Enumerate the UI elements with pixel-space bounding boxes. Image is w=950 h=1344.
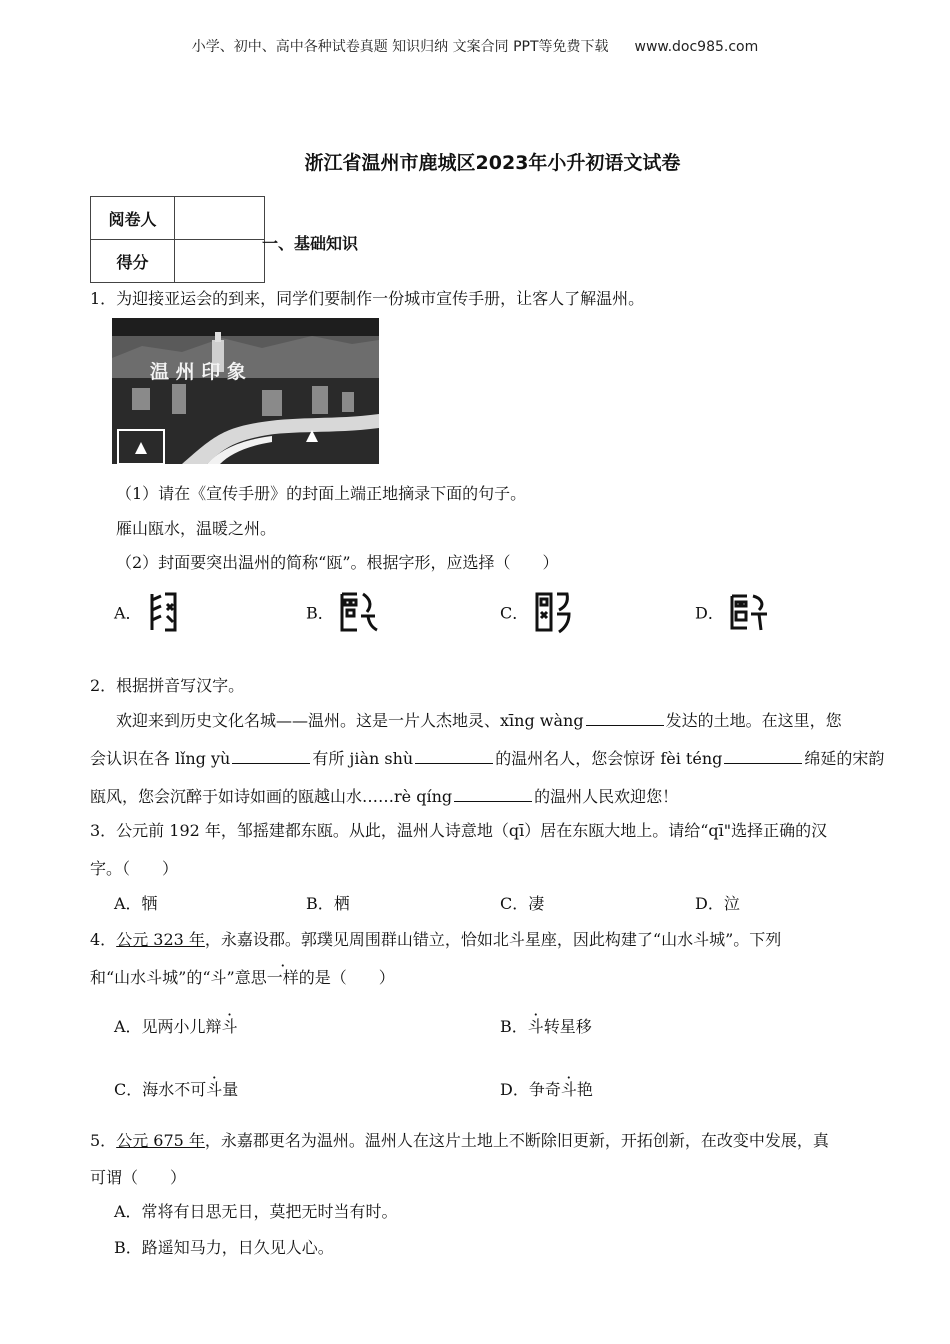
q1-option-c[interactable]: [500, 590, 573, 634]
exam-title: 浙江省温州市鹿城区2023年小升初语文试卷: [304, 152, 681, 174]
q1-sub2: （2）封面要突出温州的简称“瓯”。根据字形，应选择（ ）: [116, 553, 559, 572]
q1-stem: 1．为迎接亚运会的到来，同学们要制作一份城市宣传手册，让客人了解温州。: [90, 289, 645, 308]
q2-line1: [116, 708, 842, 731]
cover-text: 温 州 印 象: [150, 361, 246, 383]
q4-opt-c-text: C．海水不可: [114, 1080, 207, 1099]
q4-underlined-year: 公元 323 年: [116, 930, 205, 949]
q3-option-a[interactable]: A．牺: [114, 894, 158, 913]
q4-option-a[interactable]: [114, 1014, 238, 1037]
q5-line2: 可谓（ ）: [90, 1168, 187, 1187]
q5-option-b[interactable]: B．路遥知马力，日久见人心。: [114, 1238, 334, 1257]
q1-option-a[interactable]: [114, 590, 179, 634]
q4-opt-a-text: A．见两小儿辩: [114, 1017, 222, 1036]
option-b-label: B．: [306, 603, 334, 623]
q4-opt-d-dotted-char: 斗: [560, 1080, 577, 1099]
q2-text-3b: 的温州人民欢迎您！: [534, 787, 679, 806]
q5-line1: [90, 1128, 829, 1151]
q2-text-2d: 绵延的宋韵: [804, 749, 885, 768]
blank-ling-yu[interactable]: [232, 750, 310, 764]
q3-line1: 3．公元前 192 年，邹摇建都东瓯。从此，温州人诗意地（qī）居在东瓯大地上。请给“qī"选择正确的汉: [90, 821, 828, 840]
reviewer-field[interactable]: [175, 197, 265, 240]
q3-option-d[interactable]: D．泣: [695, 894, 740, 913]
q1-sub1: （1）请在《宣传手册》的封面上端正地摘录下面的句子。: [116, 484, 527, 503]
q4-option-d[interactable]: [500, 1077, 593, 1100]
option-c-label: C．: [500, 603, 529, 623]
score-field[interactable]: [175, 240, 265, 283]
q3-line2: 字。（ ）: [90, 859, 179, 878]
q4-option-b[interactable]: [500, 1014, 592, 1037]
q3-option-b[interactable]: B．栖: [306, 894, 350, 913]
score-table: [90, 196, 265, 283]
q4-opt-c-text-2: 量: [222, 1080, 239, 1099]
q4-text-2a: 和“山水斗城”的“斗”意思: [90, 968, 267, 987]
q2-line3: [90, 784, 678, 807]
section-heading: 一、基础知识: [262, 234, 359, 253]
q5-option-a[interactable]: A．常将有日思无日，莫把无时当有时。: [114, 1202, 398, 1221]
header-site-link[interactable]: www.doc985.com: [634, 39, 759, 55]
option-d-label: D．: [695, 603, 724, 623]
q4-opt-a-dotted-char: 斗: [221, 1017, 238, 1036]
q4-opt-b-dotted-char: 斗: [527, 1017, 544, 1036]
q5-underlined-year: 公元 675 年: [116, 1131, 205, 1150]
q1-sentence: 雁山瓯水，温暖之州。: [116, 519, 277, 538]
q1-option-b[interactable]: [306, 590, 379, 634]
wenzhou-impression-photo: [112, 318, 379, 464]
q2-text-1b: 发达的土地。在这里，您: [665, 711, 842, 730]
q2-stem: 2．根据拼音写汉字。: [90, 676, 245, 695]
q2-text-3a: 瓯风，您会沉醉于如诗如画的瓯越山水……rè qíng: [90, 787, 453, 806]
q5-text-1: ，永嘉郡更名为温州。温州人在这片土地上不断除旧更新，开拓创新，在改变中发展，真: [204, 1131, 829, 1150]
q4-opt-d-text: D．争奇: [500, 1080, 561, 1099]
q4-number: 4．: [90, 930, 117, 949]
blank-re-qing[interactable]: [454, 788, 532, 802]
reviewer-label: 阅卷人: [91, 197, 175, 240]
seal-glyph-a-icon: [147, 590, 179, 634]
q2-text-2a: 会认识在各 lǐng yù: [90, 749, 231, 768]
seal-glyph-c-icon: [533, 590, 573, 634]
q4-opt-c-dotted-char: 斗: [206, 1080, 223, 1099]
q2-text-2b: 有所 jiàn shù: [312, 749, 414, 768]
q5-number: 5．: [90, 1131, 117, 1150]
seal-glyph-b-icon: [339, 590, 379, 634]
q4-line1: [90, 927, 781, 950]
page-header: [0, 36, 950, 56]
seal-glyph-d-icon: [729, 590, 769, 634]
q4-text-1: ，永嘉设郡。郭璞见周围群山错立，恰如北斗星座，因此构建了“山水斗城”。下列: [204, 930, 782, 949]
q1-option-d[interactable]: [695, 590, 769, 634]
blank-fei-teng[interactable]: [724, 750, 802, 764]
q2-text-2c: 的温州名人，您会惊讶 fèi téng: [495, 749, 723, 768]
q4-opt-b-label: B．: [500, 1017, 528, 1036]
q3-option-c[interactable]: C．凄: [500, 894, 545, 913]
q4-opt-b-text: 转星移: [543, 1017, 592, 1036]
q4-line2: [90, 965, 395, 988]
blank-jian-shu[interactable]: [415, 750, 493, 764]
q4-option-c[interactable]: [114, 1077, 238, 1100]
score-label: 得分: [91, 240, 175, 283]
q4-opt-d-text-2: 艳: [576, 1080, 593, 1099]
q4-emphasis-yiyang: 一样: [266, 968, 299, 987]
blank-xing-wang[interactable]: [586, 712, 664, 726]
q4-text-2b: 的是（ ）: [298, 968, 395, 987]
q2-text-1a: 欢迎来到历史文化名城——温州。这是一片人杰地灵、xīng wàng: [116, 711, 584, 730]
header-text: 小学、初中、高中各种试卷真题 知识归纳 文案合同 PPT等免费下载: [191, 39, 609, 55]
option-a-label: A．: [114, 603, 142, 623]
q2-line2: [90, 746, 884, 769]
